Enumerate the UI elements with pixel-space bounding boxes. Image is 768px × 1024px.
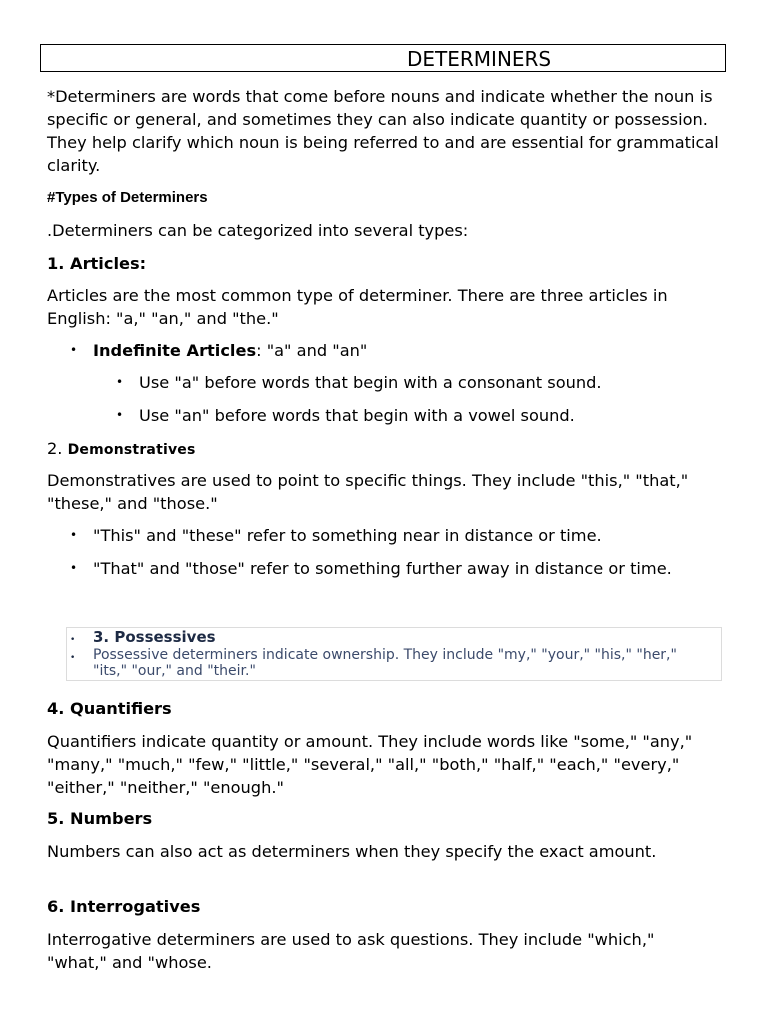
possessives-box bbox=[66, 627, 722, 681]
possessives-heading: 3. Possessives bbox=[93, 628, 216, 646]
bullet-icon: • bbox=[70, 343, 78, 357]
demonstratives-label: Demonstratives bbox=[67, 442, 196, 458]
bullet-icon: • bbox=[116, 375, 124, 389]
indefinite-articles-item bbox=[93, 339, 723, 362]
bullet-icon: • bbox=[116, 408, 124, 422]
demonstratives-number: 2. bbox=[47, 439, 63, 458]
quantifiers-heading: 4. Quantifiers bbox=[47, 699, 172, 718]
bullet-icon: • bbox=[70, 653, 76, 663]
quantifiers-text: Quantifiers indicate quantity or amount. They include words like "some," "any," "many," "much," "few," "little," "several," "all," "both," "half," "each," "every," "either," "neither," "enough." bbox=[47, 732, 693, 797]
bullet-icon: • bbox=[70, 561, 78, 575]
title-box bbox=[40, 44, 726, 72]
indefinite-articles-values: : "a" and "an" bbox=[256, 341, 368, 360]
articles-heading: 1. Articles: bbox=[47, 254, 147, 273]
intro-paragraph: *Determiners are words that come before nouns and indicate whether the noun is specific or general, and sometimes they can also indicate quantity or possession. They help clarify which noun is being referred to and are essential for grammatical clarity. bbox=[47, 87, 719, 175]
numbers-heading: 5. Numbers bbox=[47, 809, 153, 828]
indefinite-articles-label: Indefinite Articles bbox=[93, 341, 257, 360]
types-intro: .Determiners can be categorized into several types: bbox=[47, 221, 469, 240]
demonstratives-text: Demonstratives are used to point to specific things. They include "this," "that," "these," and "those." bbox=[47, 471, 689, 513]
page-title: DETERMINERS bbox=[407, 47, 552, 71]
sub-bullet-text: Use "a" before words that begin with a consonant sound. bbox=[139, 373, 602, 392]
interrogatives-text: Interrogative determiners are used to ask questions. They include "which," "what," and "whose. bbox=[47, 930, 655, 972]
demonstratives-bullet: "That" and "those" refer to something further away in distance or time. bbox=[93, 559, 672, 578]
types-heading: #Types of Determiners bbox=[47, 189, 208, 206]
demonstratives-heading bbox=[47, 437, 737, 462]
bullet-icon: • bbox=[70, 528, 78, 542]
demonstratives-bullet: "This" and "these" refer to something near in distance or time. bbox=[93, 526, 602, 545]
interrogatives-heading: 6. Interrogatives bbox=[47, 897, 201, 916]
sub-bullet-text: Use "an" before words that begin with a vowel sound. bbox=[139, 406, 575, 425]
possessives-text: Possessive determiners indicate ownership. They include "my," "your," "his," "her," "its," "our," and "their." bbox=[93, 647, 677, 679]
numbers-text: Numbers can also act as determiners when they specify the exact amount. bbox=[47, 842, 657, 861]
bullet-icon: • bbox=[70, 635, 76, 645]
articles-text: Articles are the most common type of determiner. There are three articles in English: "a," "an," and "the." bbox=[47, 286, 668, 328]
